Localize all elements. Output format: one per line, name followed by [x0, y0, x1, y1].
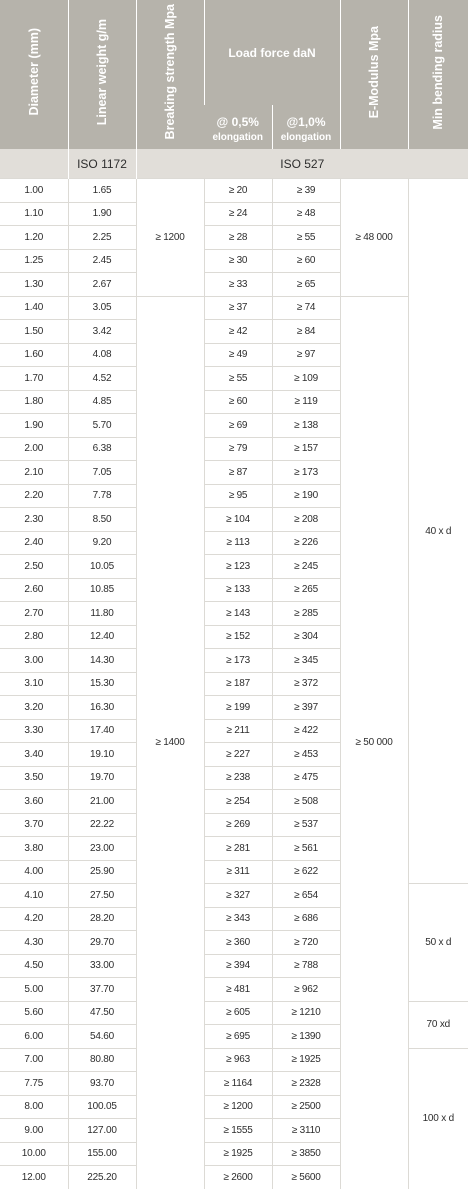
load-10-cell: ≥ 1925: [272, 1048, 340, 1072]
diameter-cell: 2.00: [0, 437, 68, 461]
linear-weight-cell: 14.30: [68, 649, 136, 673]
load-10-cell: ≥ 962: [272, 978, 340, 1002]
header-load-05: @ 0,5% elongation: [204, 105, 272, 149]
linear-weight-cell: 3.42: [68, 320, 136, 344]
load-05-cell: ≥ 1200: [204, 1095, 272, 1119]
diameter-cell: 5.00: [0, 978, 68, 1002]
diameter-cell: 3.30: [0, 719, 68, 743]
load-10-cell: ≥ 138: [272, 414, 340, 438]
linear-weight-cell: 100.05: [68, 1095, 136, 1119]
load-05-cell: ≥ 481: [204, 978, 272, 1002]
linear-weight-cell: 7.78: [68, 484, 136, 508]
diameter-cell: 2.40: [0, 531, 68, 555]
load-05-cell: ≥ 963: [204, 1048, 272, 1072]
load-05-cell: ≥ 327: [204, 884, 272, 908]
linear-weight-cell: 1.90: [68, 202, 136, 226]
standard-empty-cell: [0, 149, 68, 179]
min-bending-cell: 100 x d: [408, 1048, 468, 1189]
header-e-modulus: E-Modulus Mpa: [340, 0, 408, 149]
load-05-cell: ≥ 24: [204, 202, 272, 226]
diameter-cell: 2.30: [0, 508, 68, 532]
diameter-cell: 1.40: [0, 296, 68, 320]
e-modulus-cell: ≥ 50 000: [340, 296, 408, 1189]
load-05-cell: ≥ 104: [204, 508, 272, 532]
load-10-cell: ≥ 1390: [272, 1025, 340, 1049]
diameter-cell: 3.50: [0, 766, 68, 790]
load-10-cell: ≥ 119: [272, 390, 340, 414]
load-05-cell: ≥ 37: [204, 296, 272, 320]
linear-weight-cell: 37.70: [68, 978, 136, 1002]
min-bending-cell: 70 xd: [408, 1001, 468, 1048]
min-bending-cell: 50 x d: [408, 884, 468, 1002]
load-05-cell: ≥ 605: [204, 1001, 272, 1025]
load-10-cell: ≥ 39: [272, 179, 340, 203]
table-row: [0, 296, 468, 320]
diameter-cell: 3.00: [0, 649, 68, 673]
table-body: [0, 179, 468, 1189]
diameter-cell: 5.60: [0, 1001, 68, 1025]
load-10-cell: ≥ 422: [272, 719, 340, 743]
linear-weight-cell: 127.00: [68, 1119, 136, 1143]
load-05-cell: ≥ 311: [204, 860, 272, 884]
standards-row: [0, 149, 468, 179]
diameter-cell: 2.80: [0, 625, 68, 649]
load-05-cell: ≥ 95: [204, 484, 272, 508]
diameter-cell: 1.00: [0, 179, 68, 203]
linear-weight-cell: 2.25: [68, 226, 136, 250]
load-05-cell: ≥ 69: [204, 414, 272, 438]
load-10-cell: ≥ 97: [272, 343, 340, 367]
linear-weight-cell: 27.50: [68, 884, 136, 908]
load-05-cell: ≥ 60: [204, 390, 272, 414]
load-05-cell: ≥ 254: [204, 790, 272, 814]
load-05-cell: ≥ 1555: [204, 1119, 272, 1143]
diameter-cell: 7.00: [0, 1048, 68, 1072]
diameter-cell: 10.00: [0, 1142, 68, 1166]
table-header: [0, 0, 468, 149]
diameter-cell: 1.60: [0, 343, 68, 367]
load-10-cell: ≥ 265: [272, 578, 340, 602]
diameter-cell: 2.20: [0, 484, 68, 508]
linear-weight-cell: 25.90: [68, 860, 136, 884]
diameter-cell: 9.00: [0, 1119, 68, 1143]
linear-weight-cell: 155.00: [68, 1142, 136, 1166]
load-05-cell: ≥ 238: [204, 766, 272, 790]
linear-weight-cell: 12.40: [68, 625, 136, 649]
header-breaking-strength: Breaking strength Mpa: [136, 0, 204, 149]
load-10-cell: ≥ 345: [272, 649, 340, 673]
linear-weight-cell: 9.20: [68, 531, 136, 555]
diameter-cell: 1.70: [0, 367, 68, 391]
diameter-cell: 1.10: [0, 202, 68, 226]
load-10-cell: ≥ 304: [272, 625, 340, 649]
load-10-cell: ≥ 788: [272, 954, 340, 978]
diameter-cell: 8.00: [0, 1095, 68, 1119]
linear-weight-cell: 93.70: [68, 1072, 136, 1096]
linear-weight-cell: 21.00: [68, 790, 136, 814]
load-10-cell: ≥ 3850: [272, 1142, 340, 1166]
linear-weight-cell: 80.80: [68, 1048, 136, 1072]
load-10-cell: ≥ 372: [272, 672, 340, 696]
linear-weight-cell: 1.65: [68, 179, 136, 203]
load-10-cell: ≥ 508: [272, 790, 340, 814]
load-05-cell: ≥ 695: [204, 1025, 272, 1049]
header-linear-weight: Linear weight g/m: [68, 0, 136, 149]
load-05-cell: ≥ 28: [204, 226, 272, 250]
diameter-cell: 2.10: [0, 461, 68, 485]
load-05-cell: ≥ 281: [204, 837, 272, 861]
linear-weight-cell: 54.60: [68, 1025, 136, 1049]
load-10-cell: ≥ 208: [272, 508, 340, 532]
header-load-force: Load force daN: [204, 0, 340, 105]
load-05-cell: ≥ 187: [204, 672, 272, 696]
linear-weight-cell: 11.80: [68, 602, 136, 626]
linear-weight-cell: 2.67: [68, 273, 136, 297]
load-10-cell: ≥ 720: [272, 931, 340, 955]
linear-weight-cell: 17.40: [68, 719, 136, 743]
linear-weight-cell: 6.38: [68, 437, 136, 461]
load-05-cell: ≥ 49: [204, 343, 272, 367]
linear-weight-cell: 4.52: [68, 367, 136, 391]
diameter-cell: 3.10: [0, 672, 68, 696]
load-10-cell: ≥ 2328: [272, 1072, 340, 1096]
load-10-cell: ≥ 65: [272, 273, 340, 297]
load-10-cell: ≥ 84: [272, 320, 340, 344]
load-10-cell: ≥ 475: [272, 766, 340, 790]
linear-weight-cell: 2.45: [68, 249, 136, 273]
diameter-cell: 3.40: [0, 743, 68, 767]
load-05-cell: ≥ 133: [204, 578, 272, 602]
linear-weight-cell: 19.10: [68, 743, 136, 767]
load-10-cell: ≥ 285: [272, 602, 340, 626]
load-05-cell: ≥ 211: [204, 719, 272, 743]
diameter-cell: 1.20: [0, 226, 68, 250]
load-05-cell: ≥ 394: [204, 954, 272, 978]
diameter-cell: 2.50: [0, 555, 68, 579]
linear-weight-cell: 16.30: [68, 696, 136, 720]
load-05-cell: ≥ 360: [204, 931, 272, 955]
linear-weight-cell: 29.70: [68, 931, 136, 955]
load-10-cell: ≥ 245: [272, 555, 340, 579]
standard-iso-527: ISO 527: [136, 149, 468, 179]
linear-weight-cell: 3.05: [68, 296, 136, 320]
load-10-cell: ≥ 48: [272, 202, 340, 226]
load-10-cell: ≥ 157: [272, 437, 340, 461]
linear-weight-cell: 4.85: [68, 390, 136, 414]
load-10-cell: ≥ 173: [272, 461, 340, 485]
linear-weight-cell: 28.20: [68, 907, 136, 931]
load-10-cell: ≥ 397: [272, 696, 340, 720]
load-10-cell: ≥ 3110: [272, 1119, 340, 1143]
linear-weight-cell: 33.00: [68, 954, 136, 978]
diameter-cell: 3.80: [0, 837, 68, 861]
diameter-cell: 2.70: [0, 602, 68, 626]
load-05-cell: ≥ 152: [204, 625, 272, 649]
diameter-cell: 3.60: [0, 790, 68, 814]
linear-weight-cell: 47.50: [68, 1001, 136, 1025]
load-05-cell: ≥ 20: [204, 179, 272, 203]
diameter-cell: 2.60: [0, 578, 68, 602]
standard-iso-1172: ISO 1172: [68, 149, 136, 179]
load-10-cell: ≥ 74: [272, 296, 340, 320]
load-05-cell: ≥ 2600: [204, 1166, 272, 1189]
diameter-cell: 12.00: [0, 1166, 68, 1189]
breaking-strength-cell: ≥ 1200: [136, 179, 204, 297]
diameter-cell: 1.30: [0, 273, 68, 297]
load-10-cell: ≥ 622: [272, 860, 340, 884]
load-10-cell: ≥ 2500: [272, 1095, 340, 1119]
linear-weight-cell: 10.85: [68, 578, 136, 602]
load-05-cell: ≥ 33: [204, 273, 272, 297]
linear-weight-cell: 23.00: [68, 837, 136, 861]
load-10-cell: ≥ 686: [272, 907, 340, 931]
load-05-cell: ≥ 30: [204, 249, 272, 273]
breaking-strength-cell: ≥ 1400: [136, 296, 204, 1189]
load-05-cell: ≥ 55: [204, 367, 272, 391]
load-10-cell: ≥ 55: [272, 226, 340, 250]
load-05-cell: ≥ 343: [204, 907, 272, 931]
load-10-cell: ≥ 5600: [272, 1166, 340, 1189]
diameter-cell: 4.20: [0, 907, 68, 931]
diameter-cell: 7.75: [0, 1072, 68, 1096]
load-05-cell: ≥ 79: [204, 437, 272, 461]
header-load-10: @1,0% elongation: [272, 105, 340, 149]
load-10-cell: ≥ 226: [272, 531, 340, 555]
load-10-cell: ≥ 190: [272, 484, 340, 508]
load-05-cell: ≥ 1164: [204, 1072, 272, 1096]
linear-weight-cell: 10.05: [68, 555, 136, 579]
header-diameter: Diameter (mm): [0, 0, 68, 149]
linear-weight-cell: 8.50: [68, 508, 136, 532]
linear-weight-cell: 22.22: [68, 813, 136, 837]
diameter-cell: 3.70: [0, 813, 68, 837]
load-10-cell: ≥ 561: [272, 837, 340, 861]
load-05-cell: ≥ 143: [204, 602, 272, 626]
load-10-cell: ≥ 1210: [272, 1001, 340, 1025]
header-min-bending: Min bending radius: [408, 0, 468, 149]
load-05-cell: ≥ 87: [204, 461, 272, 485]
load-10-cell: ≥ 453: [272, 743, 340, 767]
linear-weight-cell: 4.08: [68, 343, 136, 367]
load-10-cell: ≥ 654: [272, 884, 340, 908]
min-bending-cell: 40 x d: [408, 179, 468, 884]
load-05-cell: ≥ 42: [204, 320, 272, 344]
diameter-cell: 1.25: [0, 249, 68, 273]
linear-weight-cell: 15.30: [68, 672, 136, 696]
diameter-cell: 4.10: [0, 884, 68, 908]
diameter-cell: 6.00: [0, 1025, 68, 1049]
diameter-cell: 1.90: [0, 414, 68, 438]
table-row: [0, 179, 468, 203]
load-05-cell: ≥ 113: [204, 531, 272, 555]
diameter-cell: 1.50: [0, 320, 68, 344]
load-05-cell: ≥ 269: [204, 813, 272, 837]
load-10-cell: ≥ 109: [272, 367, 340, 391]
e-modulus-cell: ≥ 48 000: [340, 179, 408, 297]
load-10-cell: ≥ 537: [272, 813, 340, 837]
load-10-cell: ≥ 60: [272, 249, 340, 273]
diameter-cell: 1.80: [0, 390, 68, 414]
linear-weight-cell: 225.20: [68, 1166, 136, 1189]
linear-weight-cell: 7.05: [68, 461, 136, 485]
load-05-cell: ≥ 199: [204, 696, 272, 720]
load-05-cell: ≥ 1925: [204, 1142, 272, 1166]
diameter-cell: 3.20: [0, 696, 68, 720]
load-05-cell: ≥ 227: [204, 743, 272, 767]
linear-weight-cell: 5.70: [68, 414, 136, 438]
diameter-cell: 4.30: [0, 931, 68, 955]
load-05-cell: ≥ 173: [204, 649, 272, 673]
load-05-cell: ≥ 123: [204, 555, 272, 579]
linear-weight-cell: 19.70: [68, 766, 136, 790]
diameter-cell: 4.00: [0, 860, 68, 884]
diameter-cell: 4.50: [0, 954, 68, 978]
